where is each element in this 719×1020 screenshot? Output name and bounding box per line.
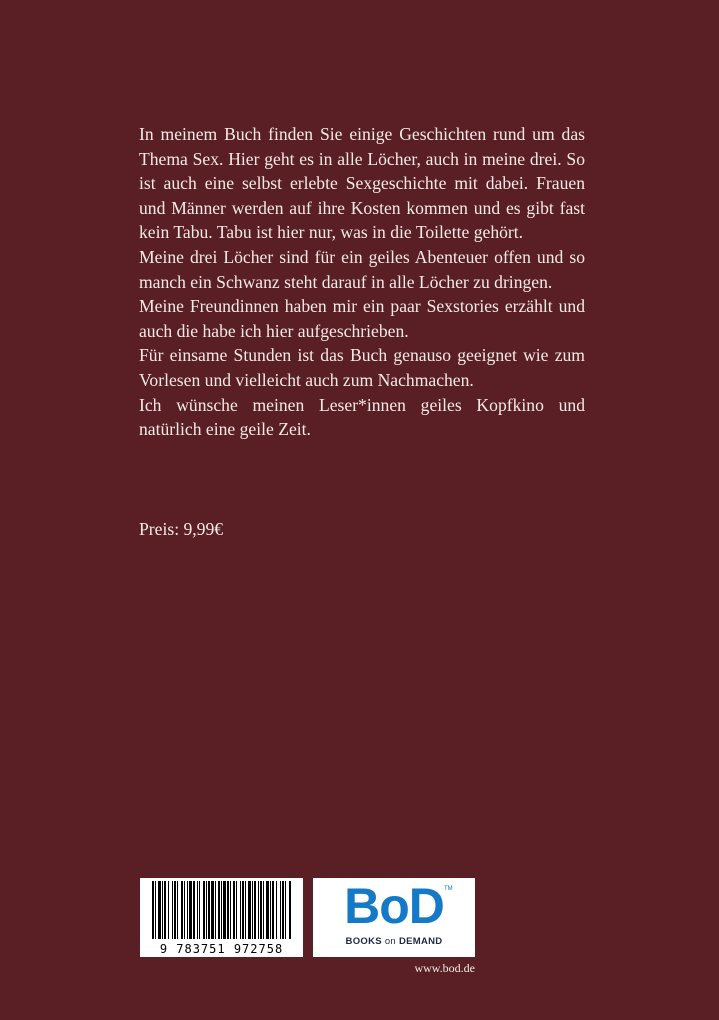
tagline-on: on bbox=[384, 936, 396, 947]
blurb-paragraph-2: Meine drei Löcher sind für ein geiles Abenteuer offen und so manch ein Schwanz steht darauf in alle Löcher zu dringen. bbox=[139, 246, 585, 292]
publisher-logo-box bbox=[313, 878, 475, 957]
tagline-demand: DEMAND bbox=[398, 936, 443, 947]
barcode-bars bbox=[152, 881, 291, 939]
blurb-paragraph-1: In meinem Buch finden Sie einige Geschichten rund um das Thema Sex. Hier geht es in alle Löcher, auch in meine drei. So ist auch eine selbst erlebte Sexgeschichte mit dabei. Frauen und Männer werden auf ihre Kosten kommen und es gibt fast kein Tabu. Tabu ist hier nur, was in die Toilette gehört. bbox=[139, 124, 585, 243]
blurb-paragraph-3: Meine Freundinnen haben mir ein paar Sexstories erzählt und auch die habe ich hier aufgeschrieben. bbox=[139, 296, 585, 341]
publisher-tagline bbox=[313, 936, 475, 947]
trademark-mark: TM bbox=[444, 886, 453, 892]
isbn-digits: 9 783751 972758 bbox=[140, 942, 303, 956]
tagline-books: BOOKS bbox=[345, 936, 382, 947]
bod-logo: BoD bbox=[344, 878, 444, 934]
price-label: Preis: 9,99€ bbox=[139, 519, 224, 539]
isbn-barcode bbox=[140, 878, 303, 957]
back-cover-blurb bbox=[139, 122, 585, 442]
blurb-paragraph-5: Ich wünsche meinen Leser*innen geiles Kopfkino und natürlich eine geile Zeit. bbox=[139, 394, 585, 440]
blurb-paragraph-4: Für einsame Stunden ist das Buch genauso geeignet wie zum Vorlesen und vielleicht auch zum Nachmachen. bbox=[139, 345, 585, 390]
publisher-website: www.bod.de bbox=[414, 961, 475, 975]
